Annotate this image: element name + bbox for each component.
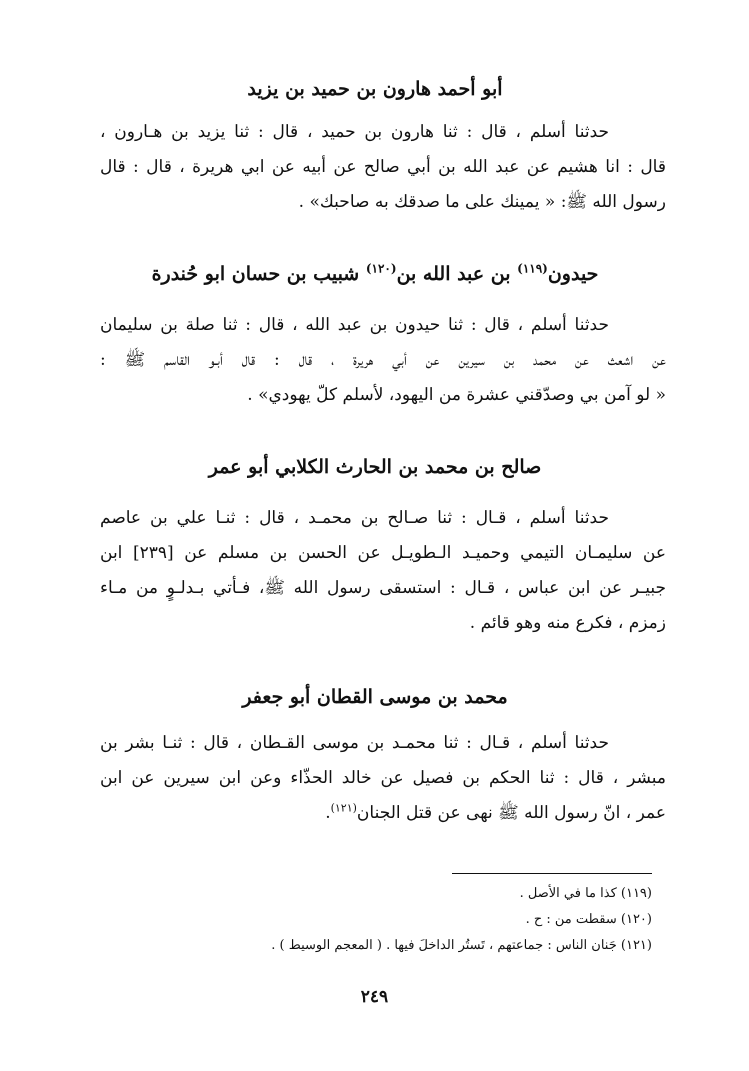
footnote-divider <box>452 873 652 874</box>
section-1-line-3: رسول الله ﷺ: « يمينك على ما صدقك به صاحبك» . <box>298 192 666 212</box>
section-heading-muhammad: محمد بن موسى القطان أبو جعفر <box>242 686 508 708</box>
section-1-line-1: حدثنا أسلم ، قال : ثنا هارون بن حميد ، قال : ثنا يزيد بن هـارون ، <box>100 122 609 142</box>
section-3-line-4: زمزم ، فكرع منه وهو قائم . <box>469 613 666 633</box>
heading-part-1: حيدون <box>547 263 599 285</box>
section-heading-salih: صالح بن محمد بن الحارث الكلابي أبو عمر <box>208 456 542 478</box>
section-heading-harun: أبو أحمد هارون بن حميد بن يزيد <box>247 78 503 100</box>
footnote-119: (١١٩) كذا ما في الأصل . <box>519 886 652 901</box>
section-4-line-3-end: . <box>325 803 331 823</box>
section-2-line-2: عن اشعث عن محمد بن سيرين عن أبي هريرة ، قال : قال أبـو القاسم ﷺ : <box>100 350 666 370</box>
heading-part-2: بن عبد الله بن <box>396 263 511 285</box>
section-1-line-2: قال : انا هشيم عن عبد الله بن أبي صالح عن أبيه عن ابي هريرة ، قال : قال <box>100 157 666 177</box>
section-3-line-2: عن سليمـان التيمي وحميـد الـطويـل عن الحسن بن مسلم عن [٢٣٩] ابن <box>100 543 666 563</box>
heading-part-3: شبيب بن حسان ابو حُندرة <box>151 263 360 285</box>
section-4-line-3 <box>100 798 666 828</box>
section-heading-haydun <box>90 259 660 289</box>
footnote-121: (١٢١) جَنان الناس : جماعتهم ، تَستُر الداخلَ فيها . ( المعجم الوسيط ) . <box>271 938 652 953</box>
page-number: ٢٤٩ <box>360 987 389 1007</box>
footnote-120: (١٢٠) سقطت من : ح . <box>525 912 652 927</box>
section-2-line-1: حدثنا أسلم ، قال : ثنا حيدون بن عبد الله ، قال : ثنا صلة بن سليمان <box>100 315 609 335</box>
section-3-line-3: جبيـر عن ابن عباس ، قـال : استسقى رسول الله ﷺ، فـأتي بـدلـوٍ من مـاء <box>100 578 666 598</box>
section-4-line-3-text: عمر ، انّ رسول الله ﷺ نهى عن قتل الجنان <box>356 803 666 823</box>
footnote-ref-121: (١٢١) <box>330 801 357 815</box>
section-4-line-1: حدثنا أسلم ، قـال : ثنا محمـد بن موسى القـطان ، قال : ثنـا بشر بن <box>100 733 609 753</box>
footnote-ref-120: (١٢٠) <box>365 261 397 276</box>
section-4-line-2: مبشر ، قال : ثنا الحكم بن فصيل عن خالد الحذّاء وعن ابن سيرين عن ابن <box>100 768 666 788</box>
section-2-line-3: « لو آمن بي وصدّقني عشرة من اليهود، لأسلم كلّ يهودي» . <box>247 385 666 405</box>
footnote-ref-119: (١١٩) <box>517 261 548 276</box>
section-3-line-1: حدثنا أسلم ، قـال : ثنا صـالح بن محمـد ، قال : ثنـا علي بن عاصم <box>100 508 609 528</box>
